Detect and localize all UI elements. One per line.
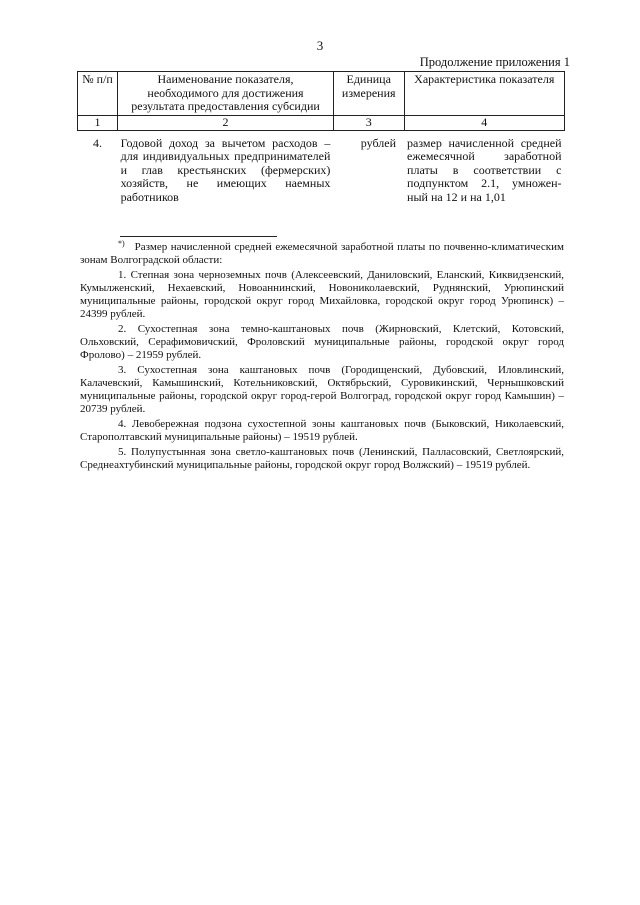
- continuation-label: Продолжение приложения 1: [419, 55, 570, 69]
- footnote-marker: *): [118, 239, 125, 248]
- footnote-separator: [120, 236, 277, 237]
- indicator-table: [77, 71, 565, 204]
- index-cell: 3: [333, 116, 404, 131]
- row-characteristic-text: размер начисленной средней ежемесячной заработной платы в соответствии с подпунктом 2.1, умножен-: [407, 135, 562, 190]
- header-unit: Единица измерения: [333, 72, 404, 116]
- footnote-item: 4. Левобережная подзона сухостепной зоны каштановых почв (Быковский, Николаевский, Старополтавский муниципальные районы) – 19519 рублей.: [80, 418, 564, 443]
- page-number: 3: [316, 38, 324, 53]
- table-row: [78, 130, 565, 204]
- footnote-item: 1. Степная зона черноземных почв (Алексеевский, Даниловский, Еланский, Киквидзенский, Кумылженский, Нехаевский, Новоаннинский, Новониколаевский, Руднянский, Урюпинский муниципальные районы, городской округ город Михайловка, городской округ город Урюпинск) – 24399 рублей.: [80, 269, 564, 320]
- footnote-intro: [80, 241, 564, 267]
- footnote-item: 3. Сухостепная зона каштановых почв (Городищенский, Дубовский, Иловлинский, Калачевский, Камышинский, Котельниковский, Октябрьский, Суровикинский, Чернышковский муниципальные районы, городской округ город-герой Волгоград, городской округ город Камышин) – 20739 рублей.: [80, 364, 564, 415]
- row-num: 4.: [93, 135, 103, 150]
- row-name-text: Годовой доход за вычетом расходов – для индивидуальных предпринимателей и глав крестьянских (фермерских) хозяйств, не имеющих наемных: [120, 135, 331, 190]
- footnote-item: 2. Сухостепная зона темно-каштановых почв (Жирновский, Клетский, Котовский, Ольховский, Серафимовичский, Фроловский муниципальные районы, городской округ город Фролово) – 21959 рублей.: [80, 323, 564, 361]
- header-characteristic: Характеристика показателя: [404, 72, 564, 116]
- footnote-intro-text: Размер начисленной средней ежемесячной заработной платы по почвенно-климатическим зонам Волгоградской области:: [80, 241, 564, 266]
- index-cell: 1: [78, 116, 118, 131]
- table-index-row: [78, 116, 565, 131]
- header-name: Наименование показателя, необходимого для достижения результата предоставления субсидии: [118, 72, 334, 116]
- row-name-last-line: работников: [120, 189, 179, 204]
- index-cell: 2: [118, 116, 334, 131]
- row-characteristic-last-line: ный на 12 и на 1,01: [407, 189, 506, 204]
- header-num: № п/п: [78, 72, 118, 116]
- row-name: [118, 130, 334, 204]
- footnote-item: 5. Полупустынная зона светло-каштановых почв (Ленинский, Палласовский, Светлоярский, Среднеахтубинский муниципальные районы, городской округ город Волжский) – 19519 рублей.: [80, 446, 564, 471]
- index-cell: 4: [404, 116, 564, 131]
- row-characteristic: [404, 130, 564, 204]
- footnote-block: [80, 241, 564, 474]
- row-unit: рублей: [360, 135, 397, 150]
- table-header-row: [78, 72, 565, 116]
